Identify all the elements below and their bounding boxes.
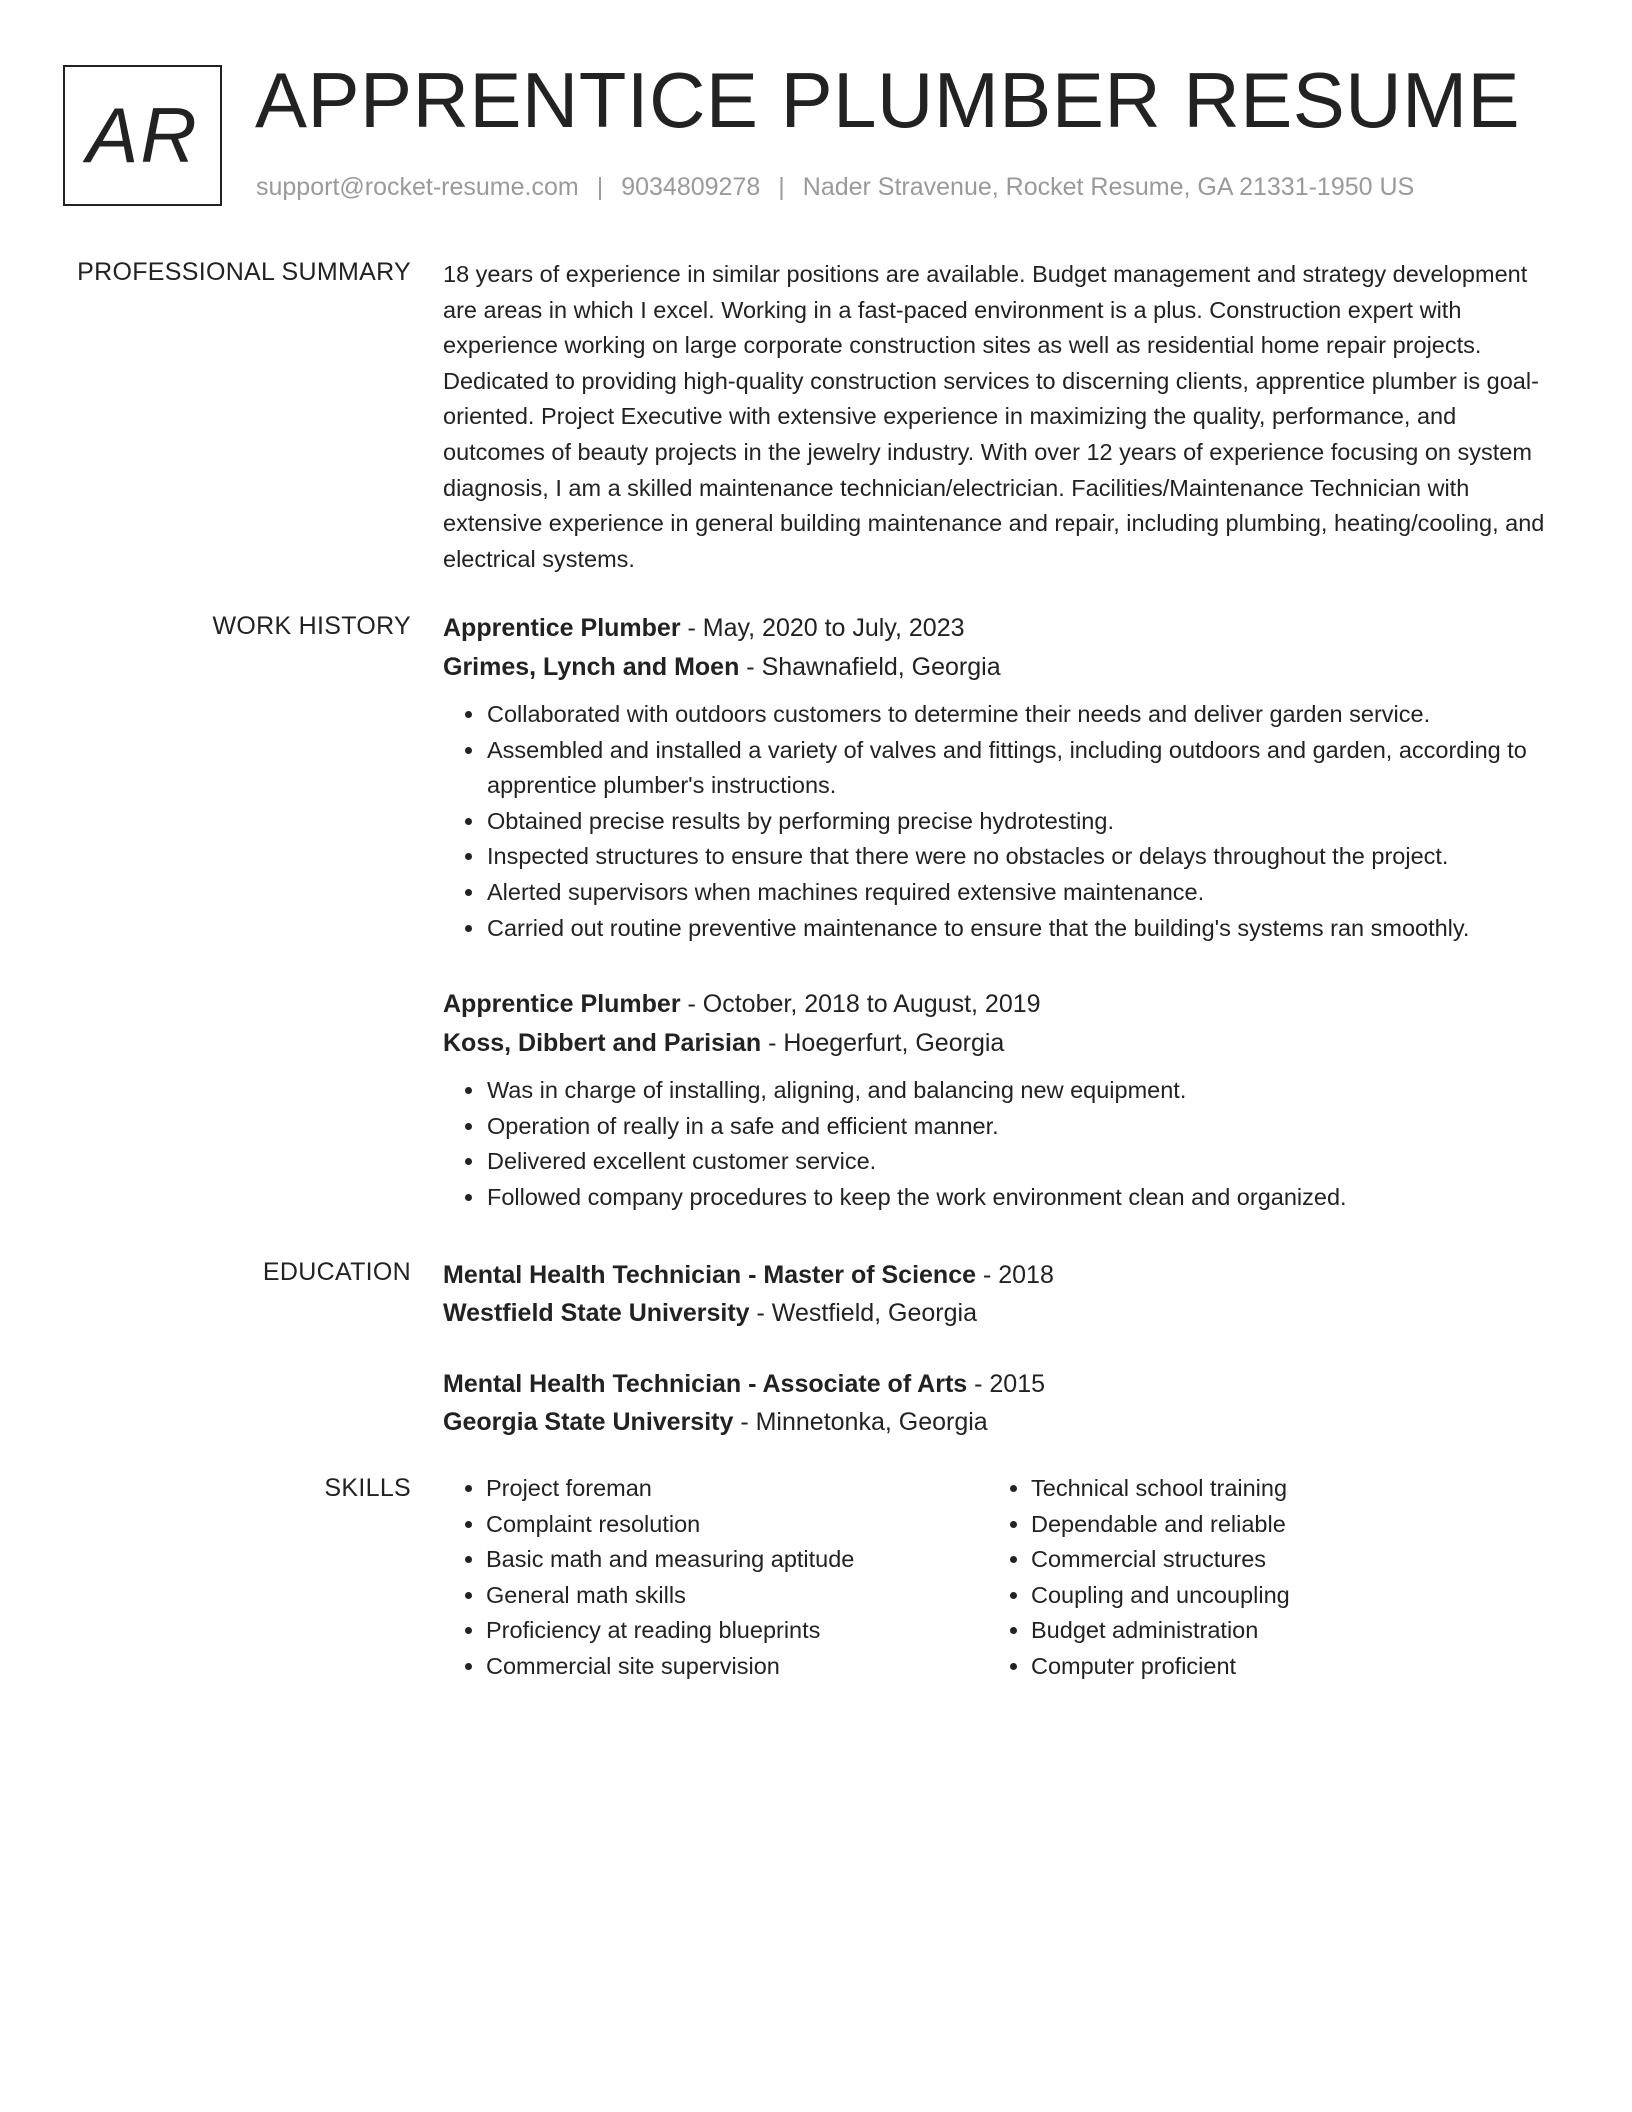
degree-name: Mental Health Technician - Associate of Arts — [443, 1370, 968, 1398]
job-duties-list — [443, 697, 1558, 946]
list-item: • Alerted supervisors when machines required extensive maintenance. — [486, 875, 1558, 911]
list-item: • Dependable and reliable — [1031, 1507, 1533, 1543]
school-line — [443, 1403, 1558, 1441]
skills-column-right — [988, 1471, 1533, 1685]
job-title: Apprentice Plumber — [443, 614, 681, 642]
job-company: Koss, Dibbert and Parisian — [443, 1029, 762, 1057]
list-item: • Complaint resolution — [486, 1507, 988, 1543]
job-dates: - October, 2018 to August, 2019 — [680, 990, 1041, 1018]
school-name: Westfield State University — [443, 1299, 750, 1327]
summary-label: PROFESSIONAL SUMMARY — [77, 258, 411, 286]
job-title-line — [443, 985, 1558, 1024]
skills-columns — [443, 1471, 1558, 1685]
degree-line — [443, 1256, 1558, 1294]
contact-line — [256, 173, 1414, 202]
degree-year: - 2015 — [967, 1370, 1046, 1398]
list-item: • Inspected structures to ensure that there were no obstacles or delays throughout the project. — [486, 839, 1558, 875]
skills-list — [443, 1471, 988, 1685]
education-label: EDUCATION — [262, 1258, 411, 1286]
list-item: • Commercial structures — [1031, 1542, 1533, 1578]
education-entry — [443, 1365, 1558, 1441]
list-item: • Delivered excellent customer service. — [486, 1144, 1558, 1180]
job-title-line — [443, 609, 1558, 648]
skills-section — [443, 1471, 1558, 1685]
job-location: - Hoegerfurt, Georgia — [761, 1029, 1005, 1057]
work-history-label: WORK HISTORY — [212, 612, 411, 640]
list-item: • Technical school training — [1031, 1471, 1533, 1507]
skills-label: SKILLS — [324, 1474, 411, 1502]
list-item: • Assembled and installed a variety of valves and fittings, including outdoors and garden, according to apprentice plumber's instructions. — [486, 733, 1558, 804]
list-item: • Computer proficient — [1031, 1649, 1533, 1685]
contact-separator: | — [778, 173, 785, 201]
job-location: - Shawnafield, Georgia — [739, 653, 1001, 681]
education-entry — [443, 1256, 1558, 1332]
degree-name: Mental Health Technician - Master of Science — [443, 1261, 977, 1289]
summary-text: 18 years of experience in similar positions are available. Budget management and strategy development are areas in which I excel. Working in a fast-paced environment is a plus. Construction expert with experience working on large corporate construction sites as well as residential home repair projects. Dedicated to providing high-quality construction services to discerning clients, apprentice plumber is goal-oriented. Project Executive with extensive experience in maximizing the quality, performance, and outcomes of beauty projects in the jewelry industry. With over 12 years of experience focusing on system diagnosis, I am a skilled maintenance technician/electrician. Facilities/Maintenance Technician with extensive experience in general building maintenance and repair, including plumbing, heating/cooling, and electrical systems. — [443, 261, 1545, 572]
list-item: • General math skills — [486, 1578, 988, 1614]
list-item: • Was in charge of installing, aligning, and balancing new equipment. — [486, 1073, 1558, 1109]
list-item: • Commercial site supervision — [486, 1649, 988, 1685]
job-company-line — [443, 648, 1558, 687]
contact-separator: | — [596, 173, 604, 201]
list-item: • Operation of really in a safe and efficient manner. — [486, 1109, 1558, 1145]
list-item: • Collaborated with outdoors customers to determine their needs and deliver garden service. — [486, 697, 1558, 733]
degree-line — [443, 1365, 1558, 1403]
school-location: - Minnetonka, Georgia — [733, 1408, 988, 1436]
job-company-line — [443, 1024, 1558, 1063]
job-dates: - May, 2020 to July, 2023 — [680, 614, 965, 642]
job-title: Apprentice Plumber — [443, 990, 681, 1018]
job-entry — [443, 609, 1558, 946]
degree-year: - 2018 — [976, 1261, 1054, 1289]
monogram-logo: AR — [63, 65, 222, 206]
list-item: • Basic math and measuring aptitude — [486, 1542, 988, 1578]
school-location: - Westfield, Georgia — [749, 1299, 977, 1327]
list-item: • Obtained precise results by performing precise hydrotesting. — [486, 804, 1558, 840]
skills-list — [988, 1471, 1533, 1685]
school-name: Georgia State University — [443, 1408, 734, 1436]
contact-email: support@rocket-resume.com — [256, 173, 579, 201]
contact-phone: 9034809278 — [621, 173, 761, 201]
skills-column-left — [443, 1471, 988, 1685]
page-title: APPRENTICE PLUMBER RESUME — [255, 56, 1521, 144]
list-item: • Carried out routine preventive maintenance to ensure that the building's systems ran smoothly. — [486, 911, 1558, 947]
list-item: • Coupling and uncoupling — [1031, 1578, 1533, 1614]
list-item: • Proficiency at reading blueprints — [486, 1613, 988, 1649]
list-item: • Project foreman — [486, 1471, 988, 1507]
list-item: • Followed company procedures to keep the work environment clean and organized. — [486, 1180, 1558, 1216]
job-entry — [443, 985, 1558, 1215]
school-line — [443, 1294, 1558, 1332]
contact-address: Nader Stravenue, Rocket Resume, GA 21331-1950 US — [802, 173, 1415, 201]
job-duties-list — [443, 1073, 1558, 1215]
summary-section — [443, 257, 1558, 577]
list-item: • Budget administration — [1031, 1613, 1533, 1649]
job-company: Grimes, Lynch and Moen — [443, 653, 740, 681]
